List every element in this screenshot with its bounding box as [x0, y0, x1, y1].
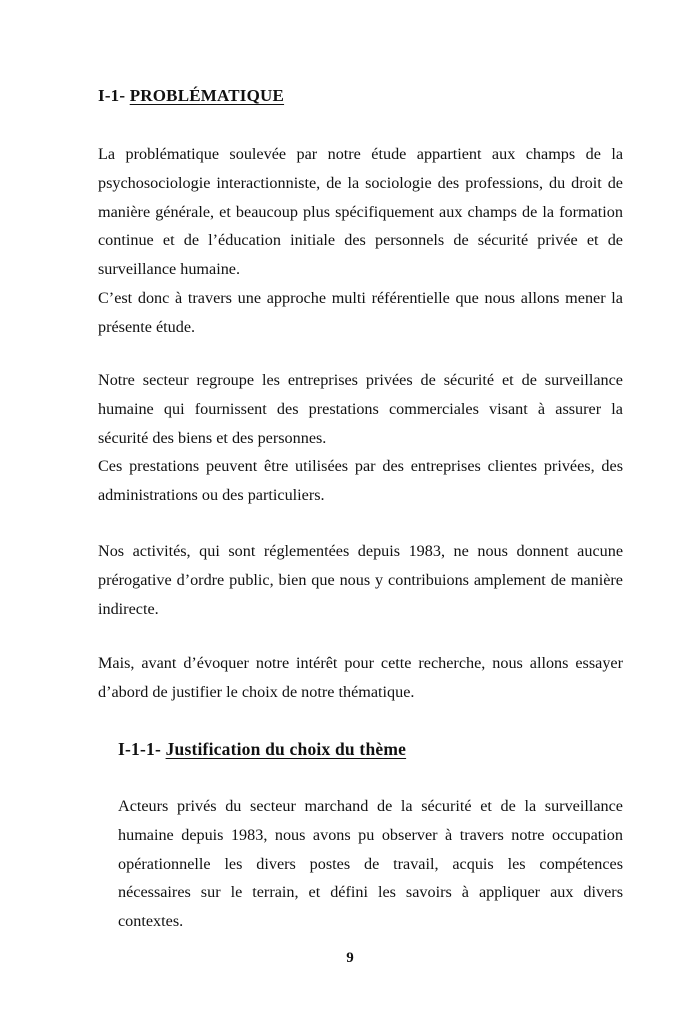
- paragraph-line: Notre secteur regroupe les entreprises privées de sécurité et de surveillance: [98, 371, 623, 389]
- paragraph-line: Mais, avant d’évoquer notre intérêt pour cette recherche, nous allons essayer: [98, 654, 623, 672]
- paragraph-1: [98, 140, 623, 342]
- paragraph-5: [118, 792, 623, 936]
- paragraph-line: contextes.: [118, 912, 184, 931]
- section-title: PROBLÉMATIQUE: [129, 86, 285, 105]
- paragraph-line: surveillance humaine.: [98, 260, 241, 279]
- paragraph-line: C’est donc à travers une approche multi référentielle que nous allons mener la: [98, 288, 623, 307]
- paragraph-line: administrations ou des particuliers.: [98, 486, 325, 505]
- paragraph-line: prérogative d’ordre public, bien que nous y contribuions amplement de manière: [98, 570, 623, 589]
- paragraph-line: indirecte.: [98, 599, 159, 618]
- paragraph-line: continue et de l’éducation initiale des personnels de sécurité privée et de: [98, 231, 623, 250]
- paragraph-3: [98, 537, 623, 623]
- paragraph-line: opérationnelle les divers postes de travail, acquis les compétences: [118, 854, 623, 873]
- paragraph-2: [98, 366, 623, 510]
- paragraph-line: psychosociologie interactionniste, de la sociologie des professions, du droit de: [98, 173, 623, 192]
- subsection-number: I-1-1-: [118, 739, 161, 759]
- section-number: I-1-: [98, 86, 126, 105]
- paragraph-line: nécessaires sur le terrain, et défini les savoirs à appliquer aux divers: [118, 883, 623, 902]
- paragraph-line: présente étude.: [98, 317, 196, 336]
- section-heading: [98, 84, 284, 108]
- subsection-title: Justification du choix du thème: [165, 739, 407, 759]
- paragraph-line: humaine qui fournissent des prestations commerciales visant à assurer la: [98, 399, 623, 418]
- paragraph-line: humaine depuis 1983, nous avons pu observer à travers notre occupation: [118, 825, 623, 844]
- paragraph-line: Ces prestations peuvent être utilisées par des entreprises clientes privées, des: [98, 457, 623, 476]
- paragraph-line: manière générale, et beaucoup plus spécifiquement aux champs de la formation: [98, 202, 623, 221]
- paragraph-4: [98, 649, 623, 707]
- paragraph-line: d’abord de justifier le choix de notre thématique.: [98, 682, 415, 701]
- paragraph-line: Acteurs privés du secteur marchand de la sécurité et de la surveillance: [118, 797, 623, 815]
- page-number: 9: [346, 950, 354, 966]
- subsection-heading: [118, 737, 406, 761]
- paragraph-line: Nos activités, qui sont réglementées depuis 1983, ne nous donnent aucune: [98, 542, 623, 560]
- paragraph-line: sécurité des biens et des personnes.: [98, 428, 327, 447]
- paragraph-line: La problématique soulevée par notre étude appartient aux champs de la: [98, 145, 623, 163]
